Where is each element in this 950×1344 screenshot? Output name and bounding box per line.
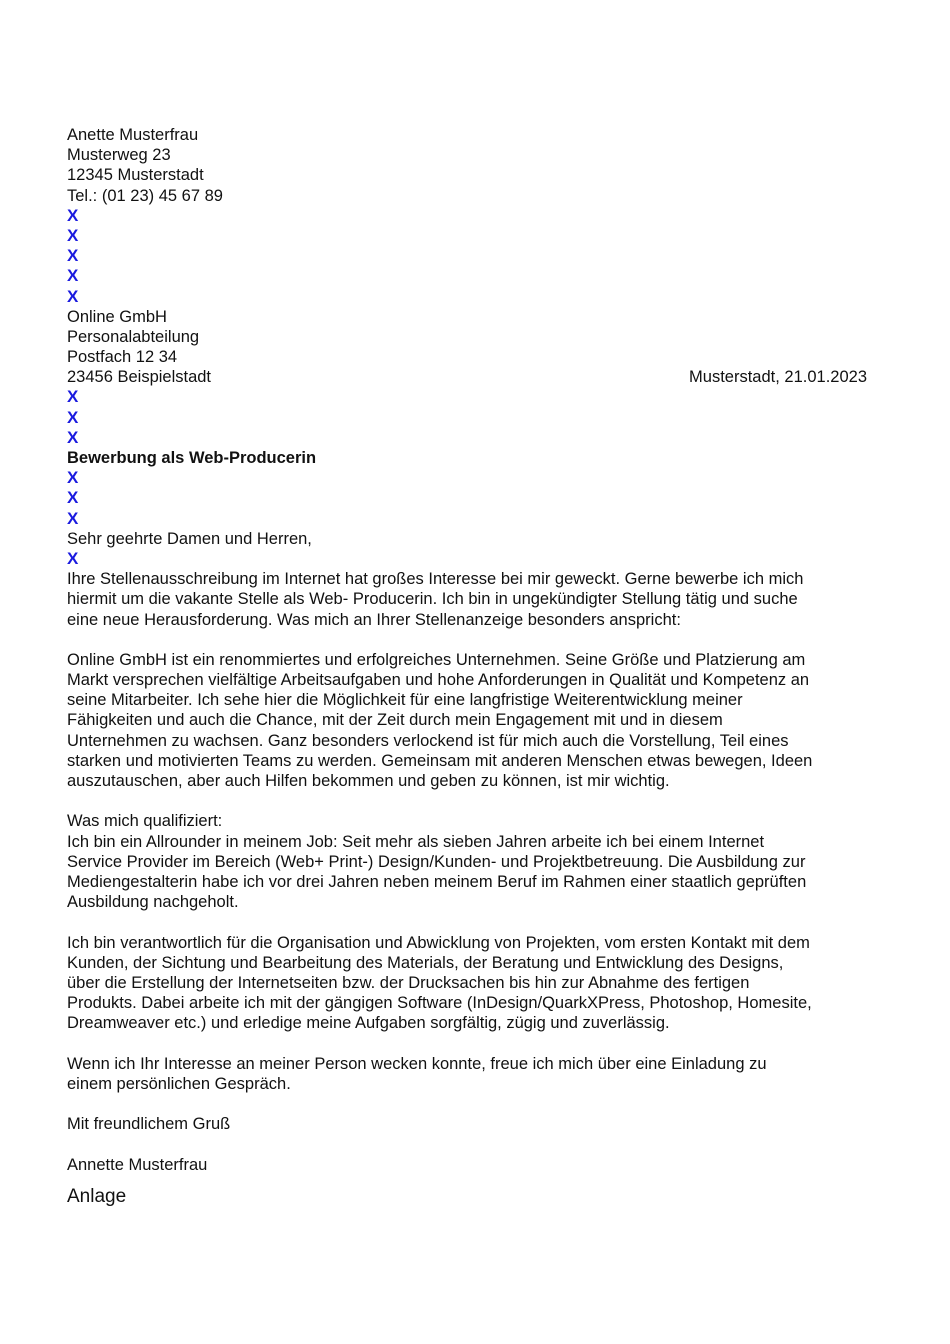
paragraph-gap	[67, 791, 867, 811]
salutation: Sehr geehrte Damen und Herren,	[67, 529, 312, 548]
text-line: Fähigkeiten und auch die Chance, mit der Zeit durch mein Engagement mit und in diesem	[67, 711, 723, 730]
sender-street: Musterweg 23	[67, 146, 171, 165]
text-line: Online GmbH ist ein renommiertes und erfolgreiches Unternehmen. Seine Größe und Platzierung am	[67, 650, 806, 669]
text-line: Wenn ich Ihr Interesse an meiner Person wecken konnte, freue ich mich über eine Einladung zu	[67, 1054, 767, 1073]
text-line: Ich bin verantwortlich für die Organisation und Abwicklung von Projekten, vom ersten Kontakt mit dem	[67, 933, 810, 952]
spacer-mark: X	[67, 246, 79, 266]
recipient-block	[67, 307, 867, 388]
text-line: hiermit um die vakante Stelle als Web- Producerin. Ich bin in ungekündigter Stellung tätig und suche	[67, 590, 798, 609]
enclosure-label: Anlage	[67, 1185, 127, 1207]
recipient-department: Personalabteilung	[67, 327, 200, 346]
spacer-mark: X	[67, 387, 79, 407]
closing-phrase: Mit freundlichem Gruß	[67, 1115, 231, 1134]
spacer-mark: X	[67, 427, 79, 447]
recipient-city-date-row	[67, 367, 867, 387]
spacer-mark: X	[67, 225, 79, 245]
text-line: Unternehmen zu wachsen. Ganz besonders verlockend ist für mich auch die Vorstellung, Teil eines	[67, 731, 789, 750]
paragraph-gap	[67, 1033, 867, 1053]
spacer-mark: X	[67, 488, 79, 508]
recipient-pobox: Postfach 12 34	[67, 348, 178, 367]
spacer-mark: X	[67, 468, 79, 488]
paragraph-gap	[67, 912, 867, 932]
text-line: Mediengestalterin habe ich vor drei Jahren neben meinem Beruf im Rahmen einer staatlich geprüften	[67, 872, 807, 891]
text-line: auszutauschen, aber auch Hilfen bekommen und geben zu können, ist mir wichtig.	[67, 772, 670, 790]
text-line: Kunden, der Sichtung und Bearbeitung des Materials, der Beratung und Entwicklung des Designs,	[67, 953, 784, 972]
text-line: Service Provider im Bereich (Web+ Print-) Design/Kunden- und Projektbetreuung. Die Ausbildung zur	[67, 852, 806, 871]
recipient-city: 23456 Beispielstadt	[67, 368, 212, 387]
text-line: einem persönlichen Gespräch.	[67, 1074, 291, 1093]
spacer-mark: X	[67, 205, 79, 225]
spacer-mark: X	[67, 286, 79, 306]
signature-name: Annette Musterfrau	[67, 1155, 208, 1174]
sender-city: 12345 Musterstadt	[67, 166, 204, 185]
paragraph-gap	[67, 1134, 867, 1154]
text-line: Was mich qualifiziert:	[67, 812, 223, 831]
paragraph-closing	[67, 1054, 867, 1094]
text-line: Ausbildung nachgeholt.	[67, 893, 239, 912]
paragraph-intro	[67, 569, 867, 630]
spacer-mark: X	[67, 548, 79, 568]
letter-page	[67, 125, 867, 1209]
paragraph-qualification	[67, 811, 867, 912]
text-line: Dreamweaver etc.) und erledige meine Aufgaben sorgfältig, zügig und zuverlässig.	[67, 1014, 670, 1033]
paragraph-gap	[67, 1094, 867, 1114]
paragraph-company	[67, 650, 867, 791]
text-line: starken und motivierten Teams zu werden. Gemeinsam mit anderen Menschen etwas bewegen, Ideen	[67, 751, 813, 770]
paragraph-responsibilities	[67, 933, 867, 1034]
sender-block	[67, 125, 867, 206]
text-line: Markt versprechen vielfältige Arbeitsaufgaben und hohe Anforderungen in Qualität und Kompetenz an	[67, 671, 810, 690]
paragraph-gap	[67, 630, 867, 650]
text-line: seine Mitarbeiter. Ich sehe hier die Möglichkeit für eine langfristige Weiterentwicklung meiner	[67, 691, 743, 710]
sender-name: Anette Musterfrau	[67, 126, 199, 144]
text-line: Produkts. Dabei arbeite ich mit der gängigen Software (InDesign/QuarkXPress, Photoshop, Homesite,	[67, 994, 812, 1013]
date-line: Musterstadt, 21.01.2023	[689, 368, 867, 387]
text-line: eine neue Herausforderung. Was mich an Ihrer Stellenanzeige besonders anspricht:	[67, 610, 681, 629]
text-line: über die Erstellung der Internetseiten bzw. der Drucksachen bis hin zur Abnahme des fertigen	[67, 973, 750, 992]
text-line: Ihre Stellenausschreibung im Internet hat großes Interesse bei mir geweckt. Gerne bewerbe ich mich	[67, 570, 804, 589]
sender-phone: Tel.: (01 23) 45 67 89	[67, 186, 223, 205]
recipient-company: Online GmbH	[67, 307, 167, 326]
spacer-mark: X	[67, 266, 79, 286]
subject-line: Bewerbung als Web-Producerin	[67, 449, 317, 467]
text-line: Ich bin ein Allrounder in meinem Job: Seit mehr als sieben Jahren arbeite ich bei einem Internet	[67, 832, 765, 851]
spacer-mark: X	[67, 508, 79, 528]
spacer-mark: X	[67, 407, 79, 427]
